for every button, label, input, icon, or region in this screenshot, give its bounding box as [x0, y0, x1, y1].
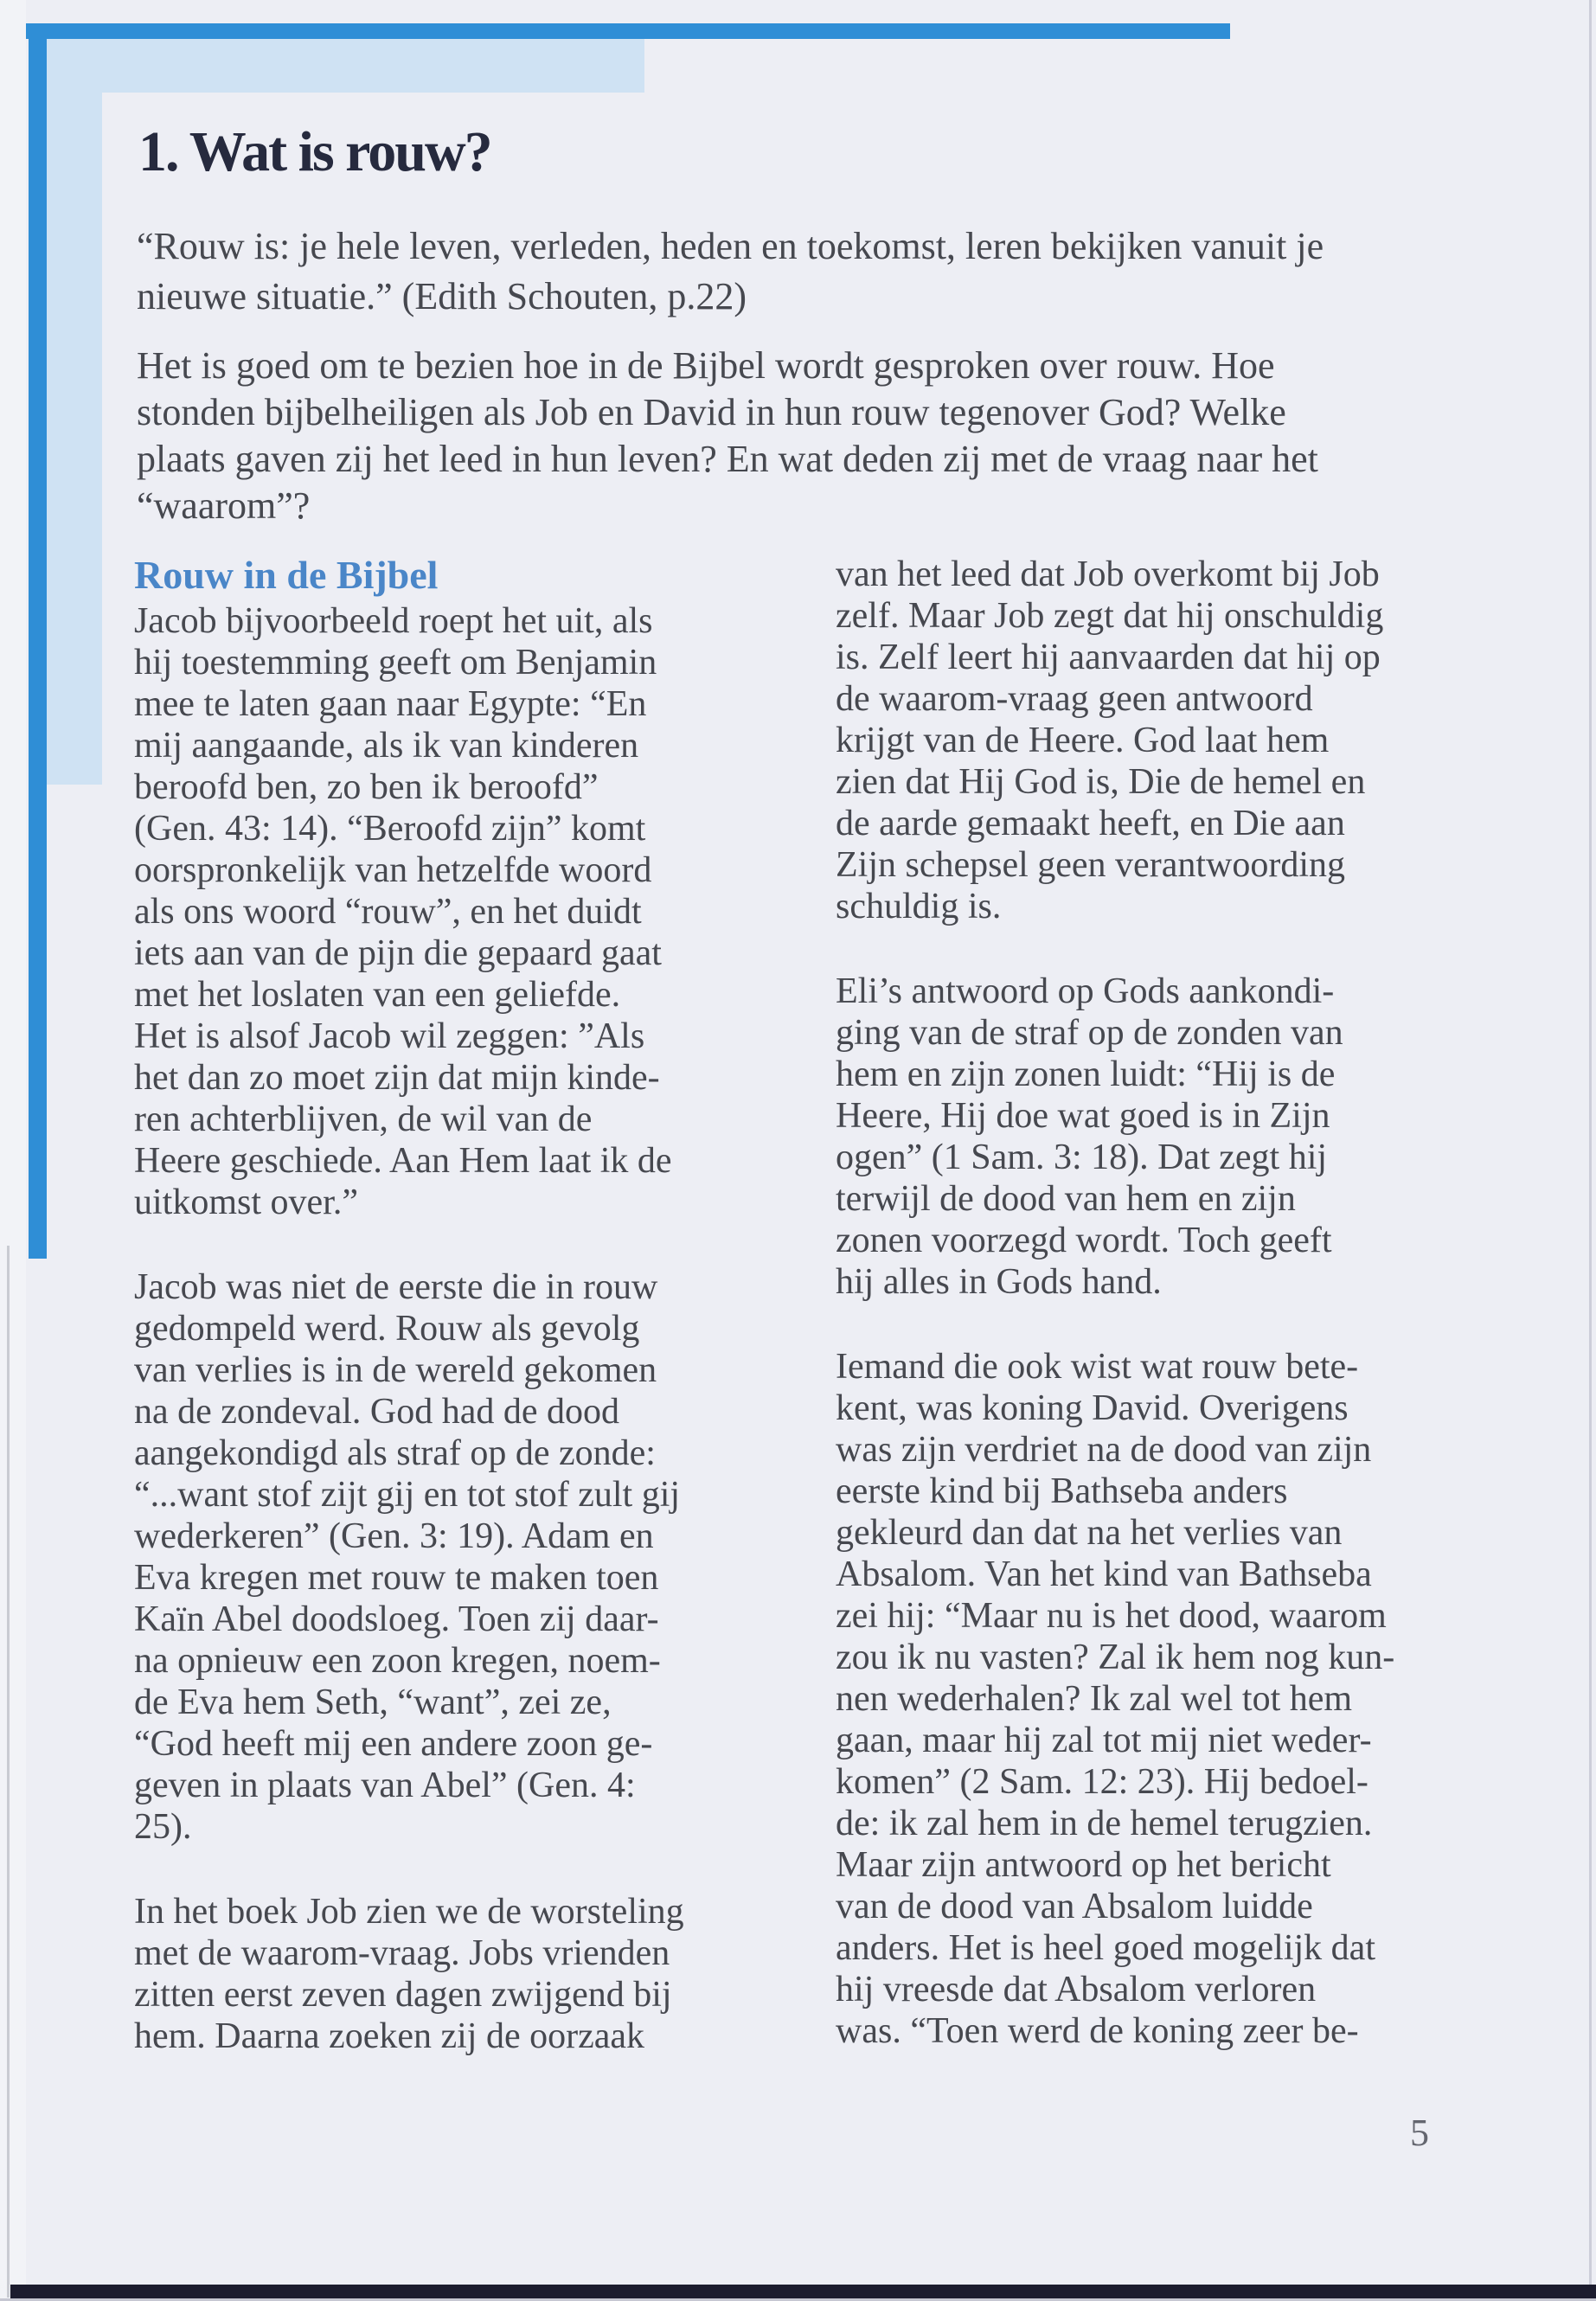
text-line: uitkomst over.” [134, 1183, 358, 1222]
left-border-bar [29, 23, 47, 1259]
paragraph [134, 600, 792, 1223]
text-line: van het leed dat Job overkomt bij Job [836, 554, 1380, 594]
right-column [836, 554, 1493, 2052]
text-line: Kaïn Abel doodsloeg. Toen zij daar- [134, 1599, 659, 1639]
text-line: zitten eerst zeven dagen zwijgend bij [134, 1975, 672, 2015]
text-line: gedompeld werd. Rouw als gevolg [134, 1309, 640, 1349]
text-line: hem. Daarna zoeken zij de oorzaak [134, 2016, 645, 2056]
left-column-text [134, 600, 792, 2057]
text-line: de Eva hem Seth, “want”, zei ze, [134, 1682, 612, 1722]
intro-paragraph [137, 343, 1503, 529]
opening-quote [137, 221, 1503, 322]
text-line: na de zondeval. God had de dood [134, 1392, 619, 1432]
paragraph [836, 1346, 1493, 2052]
left-accent-band [47, 39, 102, 785]
text-line: ogen” (1 Sam. 3: 18). Dat zegt hij [836, 1138, 1328, 1177]
text-line: krijgt van de Heere. God laat hem [836, 721, 1330, 760]
text-line: met het loslaten van een geliefde. [134, 975, 621, 1015]
text-line: is. Zelf leert hij aanvaarden dat hij op [836, 638, 1381, 677]
text-line: gaan, maar hij zal tot mij niet weder- [836, 1721, 1372, 1760]
text-line: van de dood van Absalom luidde [836, 1887, 1313, 1926]
right-column-text [836, 554, 1493, 2052]
scan-edge-line-right [1589, 0, 1592, 2301]
text-line: komen” (2 Sam. 12: 23). Hij bedoel- [836, 1762, 1368, 1802]
text-line: met de waarom-vraag. Jobs vrienden [134, 1933, 670, 1973]
text-line: mij aangaande, als ik van kinderen [134, 726, 639, 766]
text-line: zonen voorzegd wordt. Toch geeft [836, 1221, 1332, 1260]
text-line: stonden bijbelheiligen als Job en David in hun rouw tegenover God? Welke [137, 391, 1286, 433]
text-line: Het is alsof Jacob wil zeggen: ”Als [134, 1016, 645, 1056]
text-line: 25). [134, 1807, 192, 1847]
text-line: de aarde gemaakt heeft, en Die aan [836, 804, 1345, 843]
text-line: de: ik zal hem in de hemel terugzien. [836, 1804, 1373, 1843]
text-line: het dan zo moet zijn dat mijn kinde- [134, 1058, 660, 1098]
text-line: ren achterblijven, de wil van de [134, 1099, 593, 1139]
text-line: Heere geschiede. Aan Hem laat ik de [134, 1141, 672, 1181]
paragraph [836, 971, 1493, 1303]
text-line: hij toestemming geeft om Benjamin [134, 643, 657, 683]
text-line: nen wederhalen? Ik zal wel tot hem [836, 1679, 1353, 1719]
text-line: In het boek Job zien we de worsteling [134, 1892, 684, 1932]
paragraph [836, 554, 1493, 927]
scan-edge-line-left [7, 1246, 10, 2298]
text-line: was zijn verdriet na de dood van zijn [836, 1430, 1372, 1470]
text-line: de waarom-vraag geen antwoord [836, 679, 1313, 719]
chapter-title: 1. Wat is rouw? [138, 120, 491, 183]
top-accent-band [47, 39, 644, 93]
text-line: nieuwe situatie.” (Edith Schouten, p.22) [137, 275, 747, 317]
text-line: (Gen. 43: 14). “Beroofd zijn” komt [134, 809, 646, 849]
text-line: Heere, Hij doe wat goed is in Zijn [836, 1096, 1330, 1136]
text-line: anders. Het is heel goed mogelijk dat [836, 1928, 1375, 1968]
text-line: Eva kregen met rouw te maken toen [134, 1558, 659, 1598]
text-line: na opnieuw een zoon kregen, noem- [134, 1641, 661, 1681]
text-line: “God heeft mij een andere zoon ge- [134, 1724, 653, 1764]
text-line: Het is goed om te bezien hoe in de Bijbel wordt gesproken over rouw. Hoe [137, 344, 1275, 387]
text-line: Iemand die ook wist wat rouw bete- [836, 1347, 1359, 1387]
text-line: gekleurd dan dat na het verlies van [836, 1513, 1343, 1553]
page-number: 5 [1410, 2112, 1429, 2154]
text-line: wederkeren” (Gen. 3: 19). Adam en [134, 1516, 654, 1556]
scan-left-margin [0, 0, 26, 2301]
text-line: als ons woord “rouw”, en het duidt [134, 892, 642, 932]
text-line: aangekondigd als straf op de zonde: [134, 1433, 656, 1473]
text-line: zelf. Maar Job zegt dat hij onschuldig [836, 596, 1384, 636]
text-line: terwijl de dood van hem en zijn [836, 1179, 1296, 1219]
text-line: was. “Toen werd de koning zeer be- [836, 2011, 1359, 2051]
text-line: plaats gaven zij het leed in hun leven? En wat deden zij met de vraag naar het [137, 438, 1318, 480]
text-line: schuldig is. [836, 887, 1002, 926]
paragraph [134, 1266, 792, 1848]
text-line: Jacob bijvoorbeeld roept het uit, als [134, 601, 653, 641]
text-line: beroofd ben, zo ben ik beroofd” [134, 767, 599, 807]
left-column [134, 554, 792, 2057]
section-heading: Rouw in de Bijbel [134, 553, 439, 597]
text-line: zou ik nu vasten? Zal ik hem nog kun- [836, 1638, 1395, 1677]
text-line: mee te laten gaan naar Egypte: “En [134, 684, 647, 724]
text-line: kent, was koning David. Overigens [836, 1388, 1349, 1428]
top-border-bar [26, 23, 1230, 39]
text-line: hem en zijn zonen luidt: “Hij is de [836, 1054, 1336, 1094]
text-line: iets aan van de pijn die gepaard gaat [134, 933, 662, 973]
text-line: “Rouw is: je hele leven, verleden, heden en toekomst, leren bekijken vanuit je [137, 225, 1324, 267]
text-line: “waarom”? [137, 484, 311, 527]
text-line: Maar zijn antwoord op het bericht [836, 1845, 1331, 1885]
text-line: van verlies is in de wereld gekomen [134, 1350, 657, 1390]
text-line: geven in plaats van Abel” (Gen. 4: [134, 1766, 636, 1805]
text-line: oorspronkelijk van hetzelfde woord [134, 850, 652, 890]
text-line: Eli’s antwoord op Gods aankondi- [836, 971, 1335, 1011]
paragraph [134, 1891, 792, 2057]
text-line: zien dat Hij God is, Die de hemel en [836, 762, 1366, 802]
text-line: Zijn schepsel geen verantwoording [836, 845, 1345, 885]
text-line: hij alles in Gods hand. [836, 1262, 1162, 1302]
bottom-page-edge [10, 2285, 1596, 2298]
text-line: Jacob was niet de eerste die in rouw [134, 1267, 658, 1307]
text-line: hij vreesde dat Absalom verloren [836, 1970, 1317, 2009]
text-line: ging van de straf op de zonden van [836, 1013, 1343, 1053]
text-line: Absalom. Van het kind van Bathseba [836, 1554, 1372, 1594]
text-line: zei hij: “Maar nu is het dood, waarom [836, 1596, 1387, 1636]
text-line: eerste kind bij Bathseba anders [836, 1471, 1288, 1511]
text-line: “...want stof zijt gij en tot stof zult gij [134, 1475, 681, 1515]
